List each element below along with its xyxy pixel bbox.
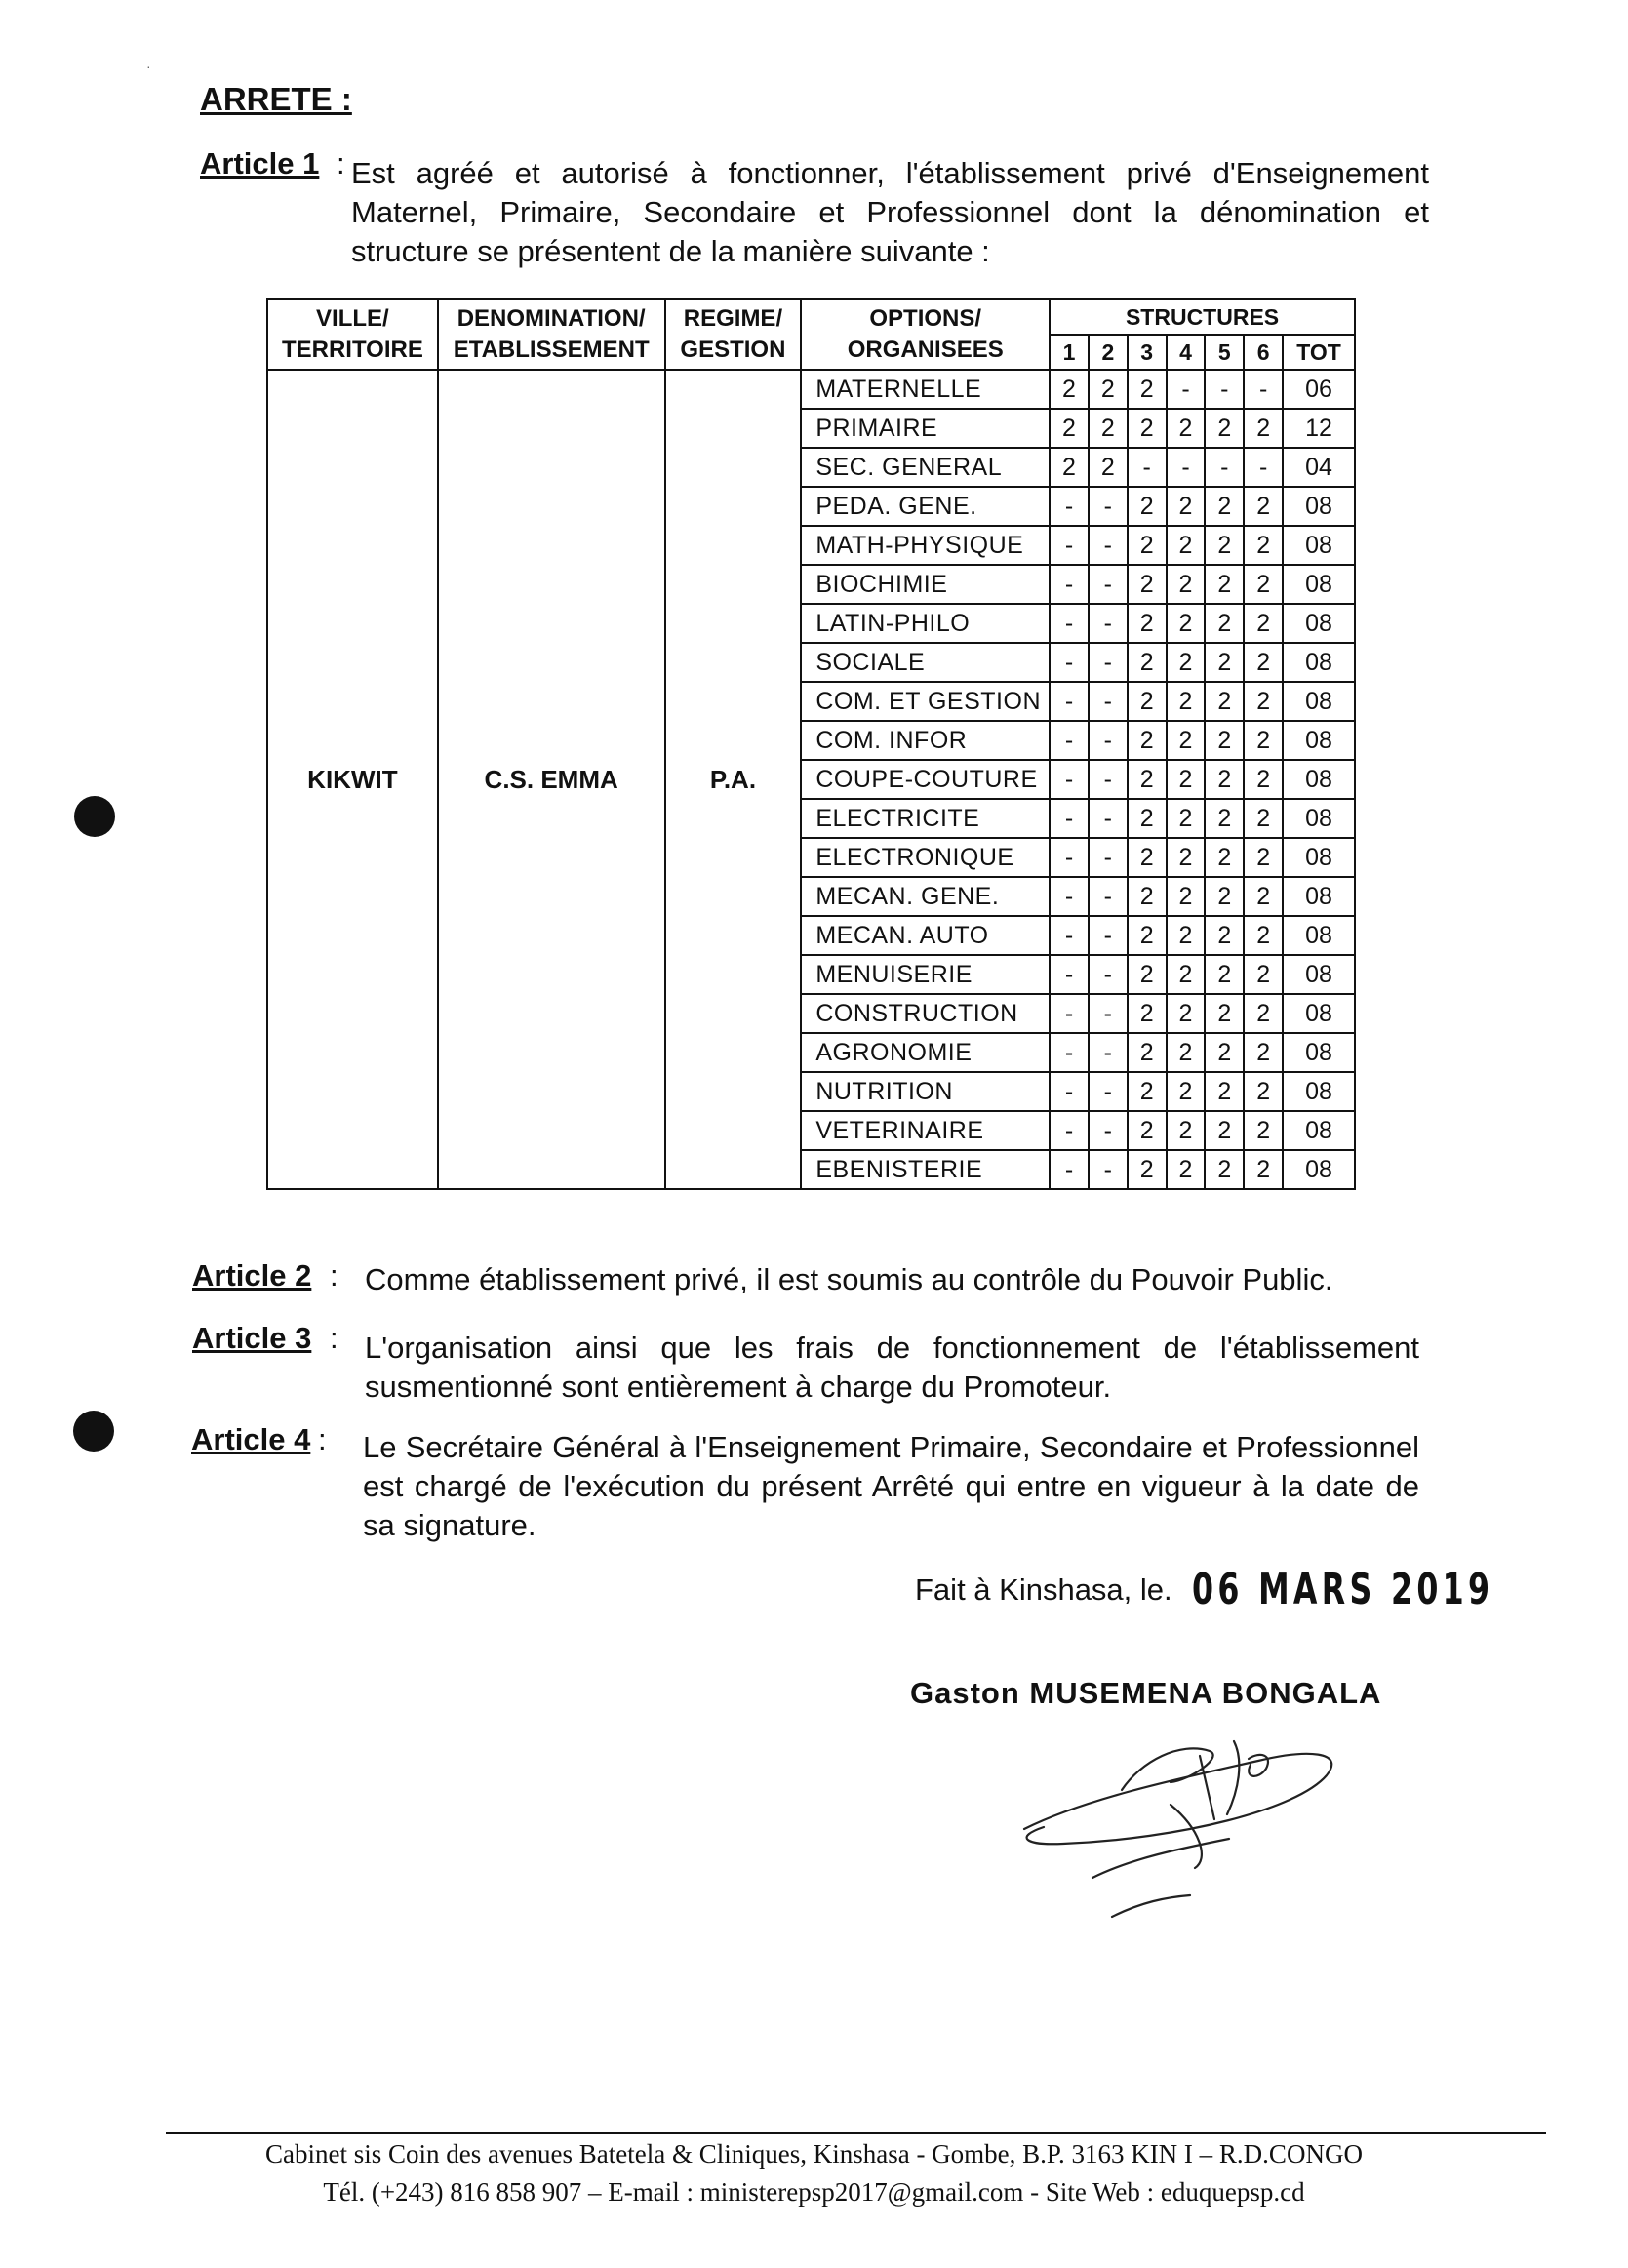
header-year-4: 4 [1167, 335, 1206, 370]
page-heading: ARRETE : [200, 81, 352, 117]
cell-year-3: 2 [1128, 994, 1167, 1033]
header-year-1: 1 [1050, 335, 1089, 370]
cell-year-3: 2 [1128, 604, 1167, 643]
cell-year-4: 2 [1167, 643, 1206, 682]
cell-total: 08 [1283, 838, 1355, 877]
handwritten-signature [1005, 1722, 1375, 1936]
cell-total: 08 [1283, 643, 1355, 682]
cell-option: EBENISTERIE [801, 1150, 1050, 1189]
cell-year-3: 2 [1128, 1111, 1167, 1150]
cell-year-3: 2 [1128, 916, 1167, 955]
cell-total: 08 [1283, 721, 1355, 760]
cell-year-6: 2 [1244, 877, 1283, 916]
cell-total: 08 [1283, 1150, 1355, 1189]
article3-text: L'organisation ainsi que les frais de fonctionnement de l'établissement susmentionné sont entièrement à charge du Promoteur. [365, 1331, 1419, 1404]
cell-year-4: 2 [1167, 838, 1206, 877]
cell-year-5: 2 [1205, 682, 1244, 721]
cell-option: MECAN. AUTO [801, 916, 1050, 955]
cell-year-2: - [1089, 1072, 1128, 1111]
cell-year-3: 2 [1128, 1072, 1167, 1111]
header-total: TOT [1283, 335, 1355, 370]
cell-year-2: - [1089, 994, 1128, 1033]
cell-year-5: 2 [1205, 604, 1244, 643]
header-year-5: 5 [1205, 335, 1244, 370]
structure-table [266, 298, 1356, 1190]
cell-year-4: 2 [1167, 916, 1206, 955]
header-year-2: 2 [1089, 335, 1128, 370]
header-year-3: 3 [1128, 335, 1167, 370]
cell-total: 08 [1283, 604, 1355, 643]
cell-year-1: - [1050, 643, 1089, 682]
cell-total: 08 [1283, 526, 1355, 565]
cell-year-5: 2 [1205, 994, 1244, 1033]
article4-text: Le Secrétaire Général à l'Enseignement Primaire, Secondaire et Professionnel est chargé de l'exécution du présent Arrêté qui entre en vigueur à la date de sa signature. [363, 1430, 1419, 1542]
cell-option: MECAN. GENE. [801, 877, 1050, 916]
cell-total: 08 [1283, 565, 1355, 604]
cell-year-5: 2 [1205, 1111, 1244, 1150]
article2-label: Article 2 [192, 1258, 312, 1293]
cell-year-5: 2 [1205, 1033, 1244, 1072]
cell-year-6: 2 [1244, 526, 1283, 565]
footer-address: Cabinet sis Coin des avenues Batetela & Cliniques, Kinshasa - Gombe, B.P. 3163 KIN I – R.D.CONGO [265, 2139, 1363, 2169]
cell-year-5: 2 [1205, 643, 1244, 682]
cell-regime: P.A. [665, 370, 802, 1189]
cell-year-1: - [1050, 682, 1089, 721]
cell-year-3: 2 [1128, 409, 1167, 448]
cell-year-3: 2 [1128, 565, 1167, 604]
cell-option: NUTRITION [801, 1072, 1050, 1111]
cell-year-4: 2 [1167, 877, 1206, 916]
cell-option: SOCIALE [801, 643, 1050, 682]
article4-label: Article 4 [191, 1422, 311, 1456]
cell-year-1: - [1050, 955, 1089, 994]
header-denomination: DENOMINATION/ ETABLISSEMENT [438, 299, 665, 370]
cell-year-4: 2 [1167, 682, 1206, 721]
cell-year-6: 2 [1244, 643, 1283, 682]
cell-year-5: 2 [1205, 721, 1244, 760]
article1-colon: : [337, 146, 345, 180]
header-structures: STRUCTURES [1050, 299, 1355, 335]
cell-year-2: - [1089, 916, 1128, 955]
cell-year-2: - [1089, 721, 1128, 760]
cell-year-5: 2 [1205, 409, 1244, 448]
cell-year-4: 2 [1167, 604, 1206, 643]
cell-year-5: 2 [1205, 916, 1244, 955]
cell-year-4: 2 [1167, 1072, 1206, 1111]
article2-text: Comme établissement privé, il est soumis au contrôle du Pouvoir Public. [365, 1262, 1333, 1296]
cell-year-6: 2 [1244, 409, 1283, 448]
cell-option: ELECTRICITE [801, 799, 1050, 838]
cell-year-5: - [1205, 448, 1244, 487]
cell-year-1: - [1050, 916, 1089, 955]
cell-year-3: 2 [1128, 760, 1167, 799]
cell-year-6: - [1244, 370, 1283, 409]
cell-year-2: - [1089, 526, 1128, 565]
cell-year-2: - [1089, 1033, 1128, 1072]
header-regime: REGIME/ GESTION [665, 299, 802, 370]
cell-year-3: 2 [1128, 526, 1167, 565]
cell-year-6: 2 [1244, 994, 1283, 1033]
signatory-name: Gaston MUSEMENA BONGALA [910, 1676, 1382, 1710]
cell-option: PRIMAIRE [801, 409, 1050, 448]
punch-hole [74, 796, 115, 837]
cell-total: 08 [1283, 955, 1355, 994]
cell-year-3: 2 [1128, 1033, 1167, 1072]
cell-year-1: 2 [1050, 370, 1089, 409]
cell-total: 08 [1283, 1072, 1355, 1111]
scan-mark: · [146, 59, 151, 74]
cell-year-4: 2 [1167, 1150, 1206, 1189]
cell-year-1: - [1050, 994, 1089, 1033]
cell-year-3: - [1128, 448, 1167, 487]
cell-ville: KIKWIT [267, 370, 438, 1189]
table-row [267, 370, 1355, 409]
header-options: OPTIONS/ ORGANISEES [801, 299, 1050, 370]
cell-total: 08 [1283, 760, 1355, 799]
cell-option: COM. ET GESTION [801, 682, 1050, 721]
cell-year-1: - [1050, 1150, 1089, 1189]
cell-year-6: 2 [1244, 1150, 1283, 1189]
cell-option: VETERINAIRE [801, 1111, 1050, 1150]
cell-total: 08 [1283, 799, 1355, 838]
cell-year-3: 2 [1128, 799, 1167, 838]
cell-year-1: 2 [1050, 448, 1089, 487]
cell-year-6: 2 [1244, 838, 1283, 877]
cell-year-4: 2 [1167, 526, 1206, 565]
cell-year-3: 2 [1128, 955, 1167, 994]
cell-total: 08 [1283, 994, 1355, 1033]
cell-year-1: - [1050, 1111, 1089, 1150]
cell-year-2: - [1089, 565, 1128, 604]
cell-year-3: 2 [1128, 487, 1167, 526]
cell-total: 08 [1283, 1111, 1355, 1150]
cell-option: COM. INFOR [801, 721, 1050, 760]
closing-place: Fait à Kinshasa, le. [915, 1572, 1172, 1607]
cell-year-4: 2 [1167, 994, 1206, 1033]
cell-year-5: 2 [1205, 1072, 1244, 1111]
cell-option: AGRONOMIE [801, 1033, 1050, 1072]
cell-year-5: 2 [1205, 487, 1244, 526]
cell-year-2: - [1089, 604, 1128, 643]
cell-option: BIOCHIMIE [801, 565, 1050, 604]
cell-year-4: - [1167, 448, 1206, 487]
cell-total: 08 [1283, 487, 1355, 526]
cell-year-4: 2 [1167, 799, 1206, 838]
cell-year-5: 2 [1205, 799, 1244, 838]
cell-year-3: 2 [1128, 877, 1167, 916]
cell-year-2: 2 [1089, 370, 1128, 409]
cell-year-1: - [1050, 604, 1089, 643]
cell-year-3: 2 [1128, 682, 1167, 721]
article4-colon: : [318, 1422, 327, 1456]
cell-year-2: - [1089, 799, 1128, 838]
cell-year-6: 2 [1244, 760, 1283, 799]
cell-year-5: 2 [1205, 565, 1244, 604]
cell-year-6: 2 [1244, 1072, 1283, 1111]
cell-year-1: - [1050, 487, 1089, 526]
cell-year-6: 2 [1244, 1111, 1283, 1150]
cell-year-3: 2 [1128, 370, 1167, 409]
cell-year-5: 2 [1205, 1150, 1244, 1189]
cell-option: MENUISERIE [801, 955, 1050, 994]
cell-year-2: - [1089, 682, 1128, 721]
footer-rule [166, 2132, 1546, 2134]
cell-year-2: - [1089, 955, 1128, 994]
footer-contact: Tél. (+243) 816 858 907 – E-mail : ministerepsp2017@gmail.com - Site Web : eduquepsp.cd [323, 2177, 1305, 2207]
cell-year-2: - [1089, 1150, 1128, 1189]
cell-year-1: - [1050, 1033, 1089, 1072]
cell-year-5: 2 [1205, 760, 1244, 799]
cell-option: ELECTRONIQUE [801, 838, 1050, 877]
cell-year-1: - [1050, 565, 1089, 604]
closing-date-stamp: 06 MARS 2019 [1192, 1565, 1494, 1614]
article3-label: Article 3 [192, 1321, 312, 1355]
cell-year-1: - [1050, 838, 1089, 877]
cell-year-2: - [1089, 877, 1128, 916]
cell-option: MATH-PHYSIQUE [801, 526, 1050, 565]
cell-total: 08 [1283, 916, 1355, 955]
cell-year-1: - [1050, 877, 1089, 916]
cell-year-4: 2 [1167, 760, 1206, 799]
cell-year-1: - [1050, 721, 1089, 760]
cell-year-5: 2 [1205, 955, 1244, 994]
cell-option: COUPE-COUTURE [801, 760, 1050, 799]
article1-text: Est agréé et autorisé à fonctionner, l'établissement privé d'Enseignement Maternel, Primaire, Secondaire et Professionnel dont la dénomination et structure se présentent de la manière suivante : [351, 156, 1429, 268]
cell-year-6: - [1244, 448, 1283, 487]
article1-label: Article 1 [200, 146, 320, 180]
cell-year-4: - [1167, 370, 1206, 409]
cell-year-4: 2 [1167, 1033, 1206, 1072]
cell-total: 08 [1283, 1033, 1355, 1072]
cell-year-5: 2 [1205, 526, 1244, 565]
cell-option: PEDA. GENE. [801, 487, 1050, 526]
cell-option: CONSTRUCTION [801, 994, 1050, 1033]
cell-year-6: 2 [1244, 721, 1283, 760]
cell-year-1: - [1050, 1072, 1089, 1111]
cell-year-5: - [1205, 370, 1244, 409]
article2-colon: : [330, 1258, 338, 1293]
cell-option: MATERNELLE [801, 370, 1050, 409]
cell-year-4: 2 [1167, 721, 1206, 760]
header-ville: VILLE/ TERRITOIRE [267, 299, 438, 370]
cell-year-1: - [1050, 760, 1089, 799]
cell-year-3: 2 [1128, 1150, 1167, 1189]
cell-year-2: - [1089, 643, 1128, 682]
table-body [267, 370, 1355, 1189]
cell-year-1: - [1050, 526, 1089, 565]
cell-year-6: 2 [1244, 916, 1283, 955]
cell-year-4: 2 [1167, 1111, 1206, 1150]
cell-year-1: 2 [1050, 409, 1089, 448]
cell-year-5: 2 [1205, 838, 1244, 877]
cell-year-2: 2 [1089, 448, 1128, 487]
cell-year-2: 2 [1089, 409, 1128, 448]
cell-year-3: 2 [1128, 838, 1167, 877]
cell-year-4: 2 [1167, 955, 1206, 994]
cell-option: SEC. GENERAL [801, 448, 1050, 487]
cell-total: 12 [1283, 409, 1355, 448]
cell-year-6: 2 [1244, 604, 1283, 643]
cell-year-2: - [1089, 1111, 1128, 1150]
cell-year-6: 2 [1244, 565, 1283, 604]
cell-year-1: - [1050, 799, 1089, 838]
cell-year-4: 2 [1167, 565, 1206, 604]
cell-year-2: - [1089, 760, 1128, 799]
cell-year-6: 2 [1244, 682, 1283, 721]
cell-year-3: 2 [1128, 643, 1167, 682]
cell-year-3: 2 [1128, 721, 1167, 760]
cell-year-6: 2 [1244, 487, 1283, 526]
cell-option: LATIN-PHILO [801, 604, 1050, 643]
article3-colon: : [330, 1321, 338, 1355]
punch-hole [73, 1411, 114, 1452]
cell-year-5: 2 [1205, 877, 1244, 916]
cell-denomination: C.S. EMMA [438, 370, 665, 1189]
cell-total: 08 [1283, 682, 1355, 721]
cell-year-2: - [1089, 838, 1128, 877]
cell-year-4: 2 [1167, 409, 1206, 448]
header-year-6: 6 [1244, 335, 1283, 370]
cell-year-6: 2 [1244, 799, 1283, 838]
cell-year-4: 2 [1167, 487, 1206, 526]
cell-total: 06 [1283, 370, 1355, 409]
cell-total: 08 [1283, 877, 1355, 916]
cell-year-6: 2 [1244, 1033, 1283, 1072]
cell-year-2: - [1089, 487, 1128, 526]
cell-total: 04 [1283, 448, 1355, 487]
cell-year-6: 2 [1244, 955, 1283, 994]
